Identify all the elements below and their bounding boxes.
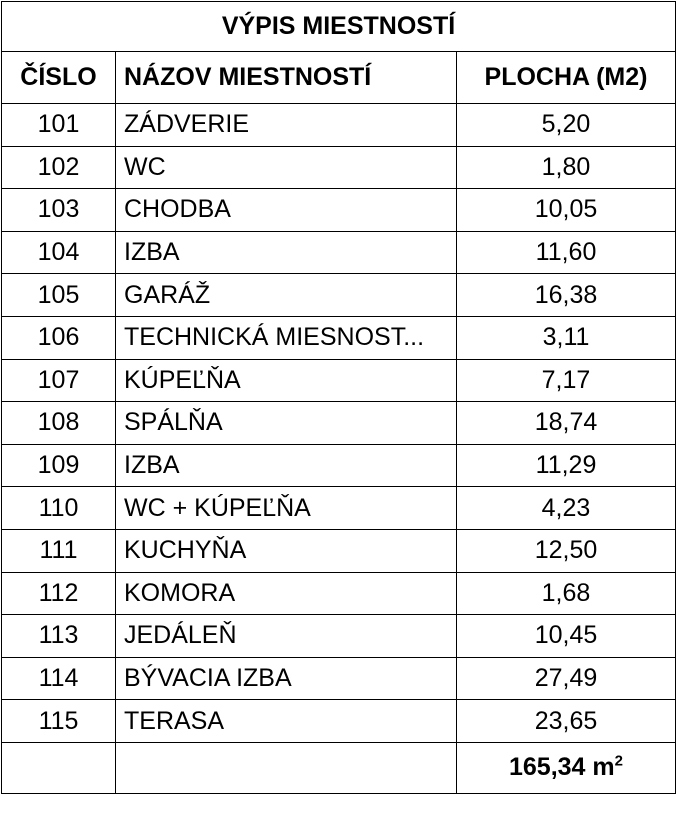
total-empty-name — [116, 742, 457, 793]
total-row — [2, 742, 676, 793]
room-name: TERASA — [116, 700, 457, 743]
room-name: KÚPEĽŇA — [116, 359, 457, 402]
room-number: 106 — [2, 316, 116, 359]
table-row — [2, 231, 676, 274]
room-number: 110 — [2, 487, 116, 530]
room-number: 114 — [2, 657, 116, 700]
room-area: 1,80 — [457, 146, 676, 189]
total-area-value: 165,34 m — [509, 753, 615, 782]
table-row — [2, 402, 676, 445]
room-name: TECHNICKÁ MIESNOST... — [116, 316, 457, 359]
room-area: 11,60 — [457, 231, 676, 274]
room-number: 108 — [2, 402, 116, 445]
room-number: 111 — [2, 529, 116, 572]
room-name: IZBA — [116, 444, 457, 487]
table-row — [2, 529, 676, 572]
header-number: ČÍSLO — [2, 52, 116, 104]
room-name: SPÁLŇA — [116, 402, 457, 445]
room-name: KUCHYŇA — [116, 529, 457, 572]
room-number: 105 — [2, 274, 116, 317]
total-empty-number — [2, 742, 116, 793]
room-number: 103 — [2, 189, 116, 232]
table-row — [2, 359, 676, 402]
room-number: 112 — [2, 572, 116, 615]
table-row — [2, 104, 676, 147]
room-area: 7,17 — [457, 359, 676, 402]
table-row — [2, 316, 676, 359]
room-name: WC — [116, 146, 457, 189]
table-body — [2, 104, 676, 743]
title-row — [2, 2, 676, 52]
room-area: 23,65 — [457, 700, 676, 743]
total-area — [457, 742, 676, 793]
header-area: PLOCHA (M2) — [457, 52, 676, 104]
table-row — [2, 189, 676, 232]
total-area-unit-superscript: 2 — [614, 753, 623, 771]
header-room-name: NÁZOV MIESTNOSTÍ — [116, 52, 457, 104]
room-area: 10,45 — [457, 615, 676, 658]
room-name: JEDÁLEŇ — [116, 615, 457, 658]
header-row — [2, 52, 676, 104]
room-name: ZÁDVERIE — [116, 104, 457, 147]
table-row — [2, 274, 676, 317]
room-area: 5,20 — [457, 104, 676, 147]
room-area: 11,29 — [457, 444, 676, 487]
table-row — [2, 487, 676, 530]
room-number: 113 — [2, 615, 116, 658]
room-area: 18,74 — [457, 402, 676, 445]
room-name: IZBA — [116, 231, 457, 274]
room-number: 104 — [2, 231, 116, 274]
table-title: VÝPIS MIESTNOSTÍ — [2, 2, 676, 52]
room-name: BÝVACIA IZBA — [116, 657, 457, 700]
room-name: CHODBA — [116, 189, 457, 232]
room-area: 4,23 — [457, 487, 676, 530]
room-number: 115 — [2, 700, 116, 743]
room-name: WC + KÚPEĽŇA — [116, 487, 457, 530]
room-area: 3,11 — [457, 316, 676, 359]
room-number: 109 — [2, 444, 116, 487]
room-area: 1,68 — [457, 572, 676, 615]
table-row — [2, 657, 676, 700]
table-row — [2, 615, 676, 658]
room-schedule-table — [1, 1, 676, 794]
room-area: 27,49 — [457, 657, 676, 700]
room-number: 101 — [2, 104, 116, 147]
room-name: KOMORA — [116, 572, 457, 615]
room-area: 10,05 — [457, 189, 676, 232]
table-row — [2, 572, 676, 615]
room-name: GARÁŽ — [116, 274, 457, 317]
room-area: 12,50 — [457, 529, 676, 572]
table-row — [2, 444, 676, 487]
room-number: 102 — [2, 146, 116, 189]
table-row — [2, 146, 676, 189]
room-number: 107 — [2, 359, 116, 402]
table-row — [2, 700, 676, 743]
room-area: 16,38 — [457, 274, 676, 317]
